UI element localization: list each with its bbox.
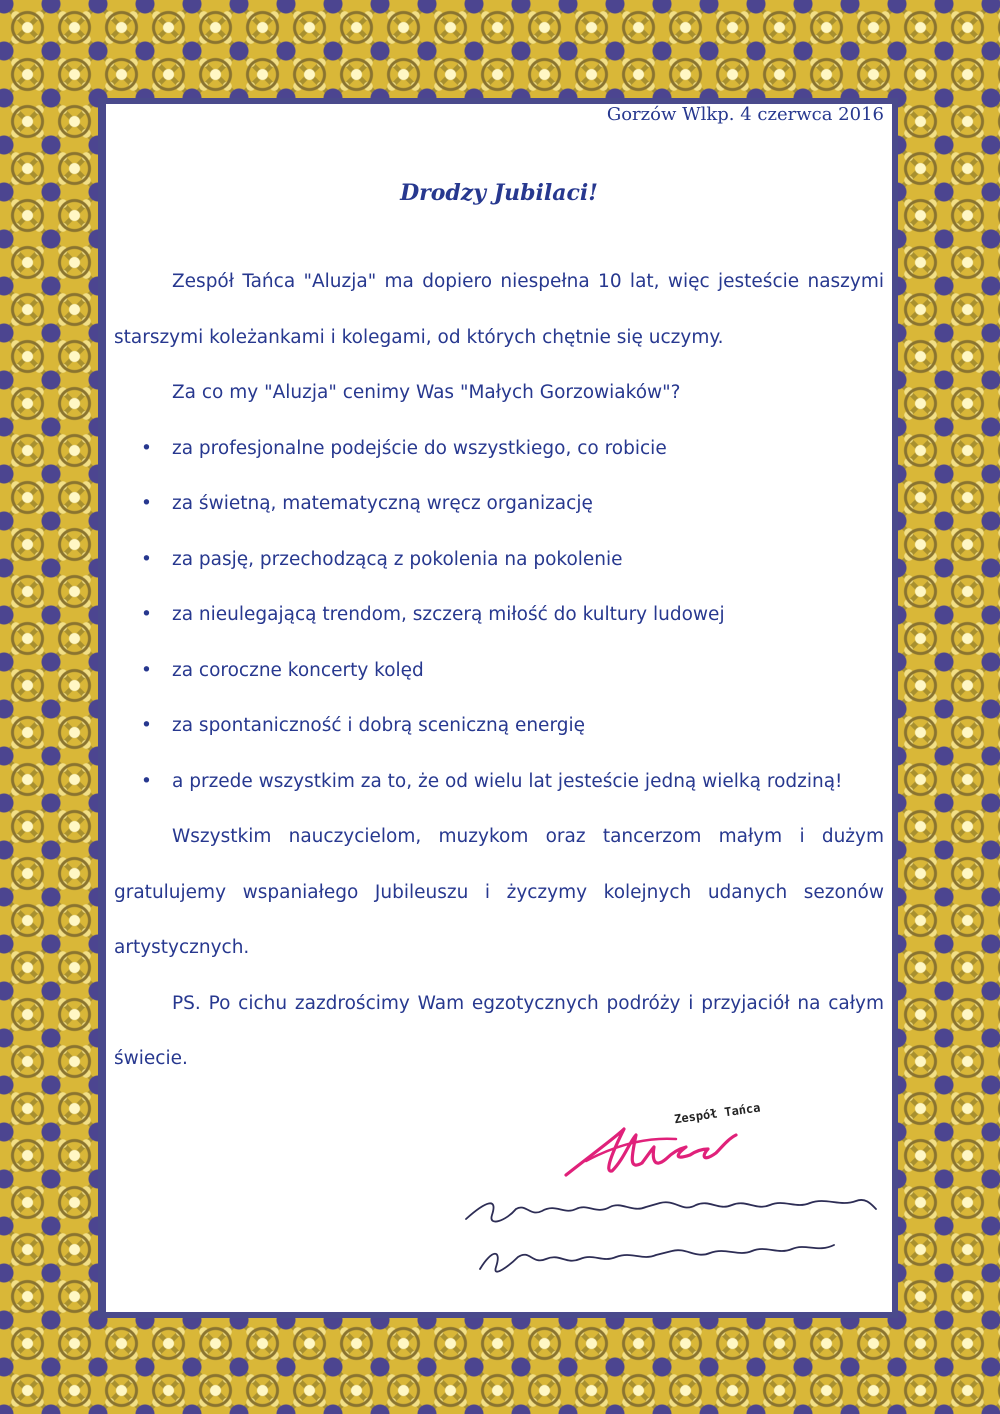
list-item: • za nieulegającą trendom, szczerą miłość do kultury ludowej [114, 587, 884, 643]
signature-2 [480, 1245, 834, 1272]
letter-date: Gorzów Wlkp. 4 czerwca 2016 [606, 104, 884, 125]
wishes-paragraph: Wszystkim nauczycielom, muzykom oraz tancerzom małym i dużym gratulujemy wspaniałego Jubileuszu i życzymy kolejnych udanych sezonów artystycznych. [114, 826, 884, 958]
question-paragraph: Za co my "Aluzja" cenimy Was "Małych Gorzowiaków"? [172, 382, 681, 403]
list-item: • za pasję, przechodzącą z pokolenia na pokolenie [114, 532, 884, 588]
list-item: • a przede wszystkim za to, że od wielu lat jesteście jedną wielką rodziną! [114, 754, 884, 810]
handwritten-signatures [466, 1200, 876, 1272]
letter-sheet [106, 104, 892, 1312]
list-item: • za spontaniczność i dobrą sceniczną energię [114, 698, 884, 754]
ps-paragraph: PS. Po cichu zazdrościmy Wam egzotycznych podróży i przyjaciół na całym świecie. [114, 992, 884, 1069]
stamp-small-text: Zespół Tańca [673, 1100, 762, 1127]
signature-block [446, 1089, 896, 1309]
aluzja-stamp [566, 1100, 761, 1175]
list-item: • za profesjonalne podejście do wszystkiego, co robicie [114, 421, 884, 477]
letter-title: Drodzy Jubilaci! [400, 180, 598, 206]
letter-body [114, 254, 884, 1087]
intro-paragraph: Zespół Tańca "Aluzja" ma dopiero niespełna 10 lat, więc jesteście naszymi starszymi koleżankami i kolegami, od których chętnie się uczymy. [114, 271, 884, 348]
list-item: • za świetną, matematyczną wręcz organizację [114, 476, 884, 532]
reasons-list [114, 421, 884, 810]
list-item: • za coroczne koncerty kolęd [114, 643, 884, 699]
stamp-script-aluzja [566, 1129, 736, 1175]
signature-1 [466, 1200, 876, 1222]
